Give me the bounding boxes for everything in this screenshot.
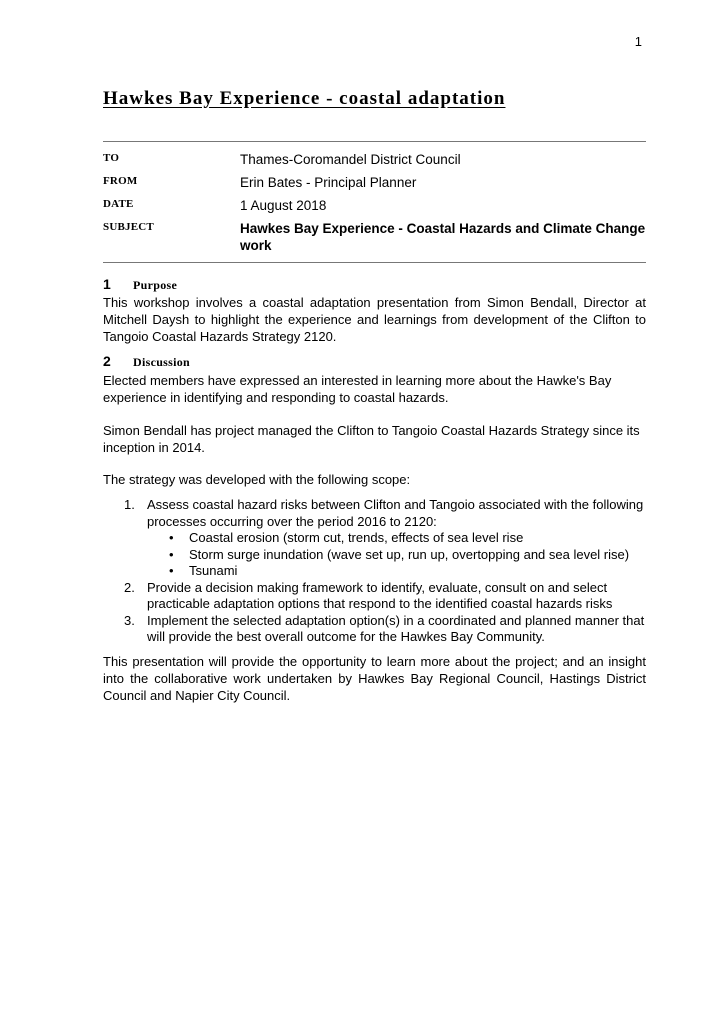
list-item [103, 613, 646, 646]
closing-paragraph: This presentation will provide the opportunity to learn more about the project; and an insight into the collaborative work undertaken by Hawkes Bay Regional Council, Hastings District Council and Napier City Council. [103, 654, 646, 703]
bullet-text: Tsunami [189, 563, 238, 578]
list-item [103, 497, 646, 530]
scope-list [103, 497, 646, 646]
from-value: Erin Bates - Principal Planner [240, 175, 417, 190]
discussion-paragraph-3: The strategy was developed with the following scope: [103, 472, 411, 487]
purpose-paragraph: This workshop involves a coastal adaptation presentation from Simon Bendall, Director at Mitchell Daysh to highlight the experience and learnings from development of the Clifton to Tangoio Coastal Hazards Strategy 2120. [103, 295, 646, 344]
bullet-text: Storm surge inundation (wave set up, run up, overtopping and sea level rise) [189, 546, 630, 562]
discussion-paragraph-1: Elected members have expressed an interested in learning more about the Hawke's Bay experience in identifying and responding to coastal hazards. [103, 373, 612, 405]
to-label: TO [103, 152, 120, 164]
section-number: 2 [103, 353, 111, 369]
subject-label: SUBJECT [103, 221, 154, 233]
subject-value: Hawkes Bay Experience - Coastal Hazards and Climate Change work [240, 221, 646, 253]
from-label: FROM [103, 175, 138, 187]
to-value: Thames-Coromandel District Council [240, 152, 461, 167]
bullet-list [103, 530, 646, 580]
section-heading-purpose [103, 276, 177, 293]
list-item-number: 2. [124, 579, 135, 595]
bullet-icon: • [169, 563, 174, 578]
bullet-icon: • [169, 530, 174, 545]
bullet-item [148, 530, 646, 547]
list-item-text: Assess coastal hazard risks between Clifton and Tangoio associated with the following processes occurring over the period 2016 to 2120: [147, 497, 644, 529]
header-divider [103, 262, 646, 263]
discussion-paragraph-2: Simon Bendall has project managed the Clifton to Tangoio Coastal Hazards Strategy since its inception in 2014. [103, 423, 640, 455]
list-item-number: 3. [124, 612, 135, 628]
page-number: 1 [634, 34, 642, 49]
section-number: 1 [103, 276, 111, 292]
bullet-item [148, 547, 646, 564]
top-divider [103, 141, 646, 142]
bullet-text: Coastal erosion (storm cut, trends, effects of sea level rise [189, 530, 524, 545]
list-item-text: Provide a decision making framework to identify, evaluate, consult on and select practicable adaptation options that respond to the identified coastal hazards risks [147, 579, 613, 611]
list-item-number: 1. [124, 497, 135, 512]
list-item-text: Implement the selected adaptation option(s) in a coordinated and planned manner that will provide the best overall outcome for the Hawkes Bay Community. [147, 612, 645, 644]
bullet-icon: • [169, 546, 174, 562]
section-title: Purpose [133, 278, 178, 292]
bullet-item [148, 563, 646, 580]
section-title: Discussion [133, 355, 191, 369]
section-heading-discussion [103, 353, 190, 370]
date-label: DATE [103, 198, 134, 210]
document-title: Hawkes Bay Experience - coastal adaptation [103, 88, 506, 109]
date-value: 1 August 2018 [240, 198, 327, 213]
list-item [103, 580, 646, 613]
